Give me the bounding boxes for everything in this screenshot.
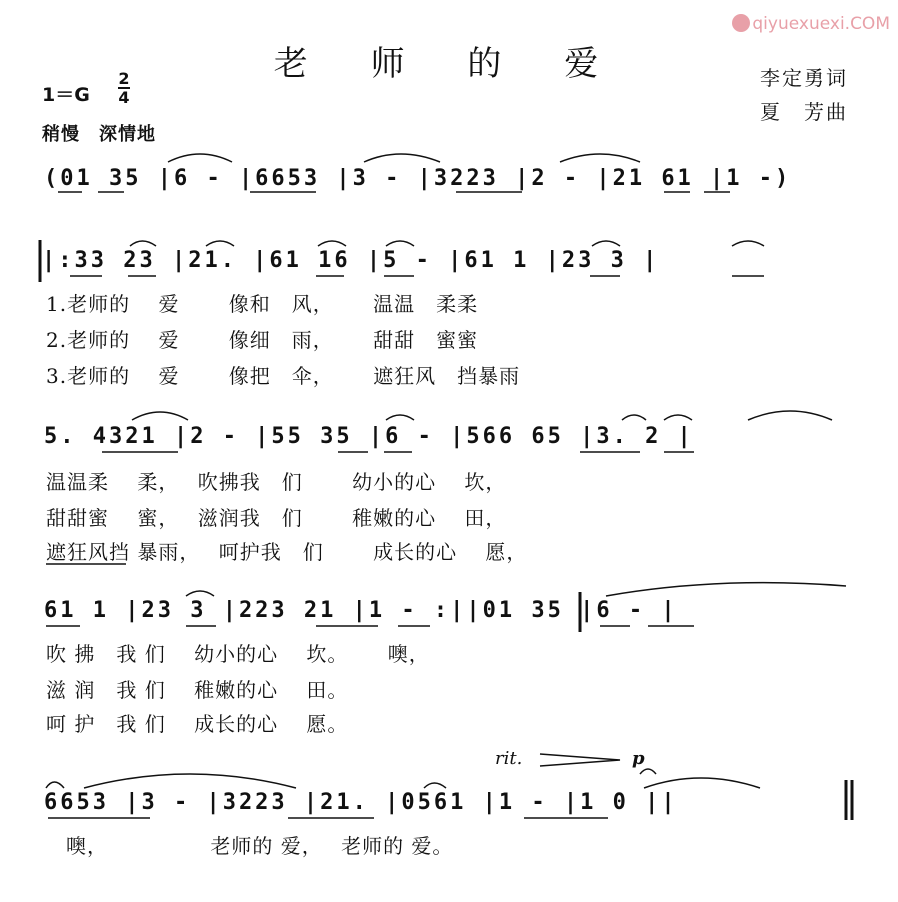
lyric-verse-3-line-1: 3.老师的 爱 像把 伞， 遮狂风 挡暴雨 [46, 364, 521, 388]
slur-mark [424, 783, 446, 788]
slur-mark [130, 241, 156, 246]
slur-mark [386, 415, 414, 420]
site-watermark: qiyuexuexi.COM [732, 14, 890, 34]
lyric-verse-1-line-1: 1.老师的 爱 像和 风， 温温 柔柔 [46, 292, 479, 316]
decrescendo-hairpin [540, 754, 620, 766]
key-signature: 1＝G [42, 84, 90, 106]
lyric-verse-2-line-1: 2.老师的 爱 像细 雨， 甜甜 蜜蜜 [46, 328, 479, 352]
slur-mark [560, 154, 640, 162]
slur-mark [732, 241, 764, 246]
song-title: 老 师 的 爱 [273, 44, 625, 84]
tempo-marking: 稍慢 深情地 [42, 124, 156, 145]
final-barline [846, 780, 852, 820]
slur-mark [748, 411, 832, 420]
slur-mark [46, 782, 64, 788]
staff-line-4: 61 1 |23 3 |223 21 |1 - :||01 35 |6 - | [44, 598, 678, 623]
staff-line-5: 6653 |3 - |3223 |21. |0561 |1 - |1 0 || [44, 790, 678, 815]
dynamic-marking: p [632, 748, 645, 769]
slur-mark [206, 241, 234, 246]
slur-mark [364, 154, 440, 162]
staff-line-intro: (01 35 |6 - |6653 |3 - |3223 |2 - |21 61 |1 -) [44, 166, 792, 191]
lyric-coda: 噢， 老师的 爱， 老师的 爱。 [66, 834, 454, 858]
time-signature: 2 4 [118, 69, 130, 107]
slur-mark [644, 778, 760, 788]
slur-mark [622, 415, 646, 420]
fermata-mark [640, 769, 656, 774]
lyric-verse-2-line-3: 滋 润 我 们 稚嫩的心 田。 [46, 678, 349, 702]
slur-mark [664, 415, 692, 420]
lyric-verse-3-line-3: 呵 护 我 们 成长的心 愿。 [46, 712, 349, 736]
staff-line-2: |:33 23 |21. |61 16 |5 - |61 1 |23 3 | [42, 248, 660, 273]
slur-mark [386, 241, 414, 246]
slur-mark [318, 241, 346, 246]
lyricist-credit: 李定勇词 [760, 66, 848, 90]
slur-mark [132, 412, 188, 420]
staff-line-3: 5. 4321 |2 - |55 35 |6 - |566 65 |3. 2 | [44, 424, 694, 449]
ritardando-marking: rit. [495, 748, 523, 769]
lyric-verse-2-line-2: 甜甜蜜 蜜， 滋润我 们 稚嫩的心 田， [46, 506, 507, 530]
slur-mark [186, 591, 214, 596]
lyric-verse-3-line-2: 遮狂风挡 暴雨， 呵护我 们 成长的心 愿， [46, 540, 528, 564]
lyric-verse-1-line-2: 温温柔 柔， 吹拂我 们 幼小的心 坎， [46, 470, 507, 494]
slur-mark [606, 583, 846, 596]
slur-mark [168, 154, 232, 162]
lyric-verse-1-line-3: 吹 拂 我 们 幼小的心 坎。 噢， [46, 642, 430, 666]
composer-credit: 夏 芳曲 [760, 100, 848, 124]
slur-mark [592, 241, 620, 246]
slur-mark [84, 774, 296, 788]
